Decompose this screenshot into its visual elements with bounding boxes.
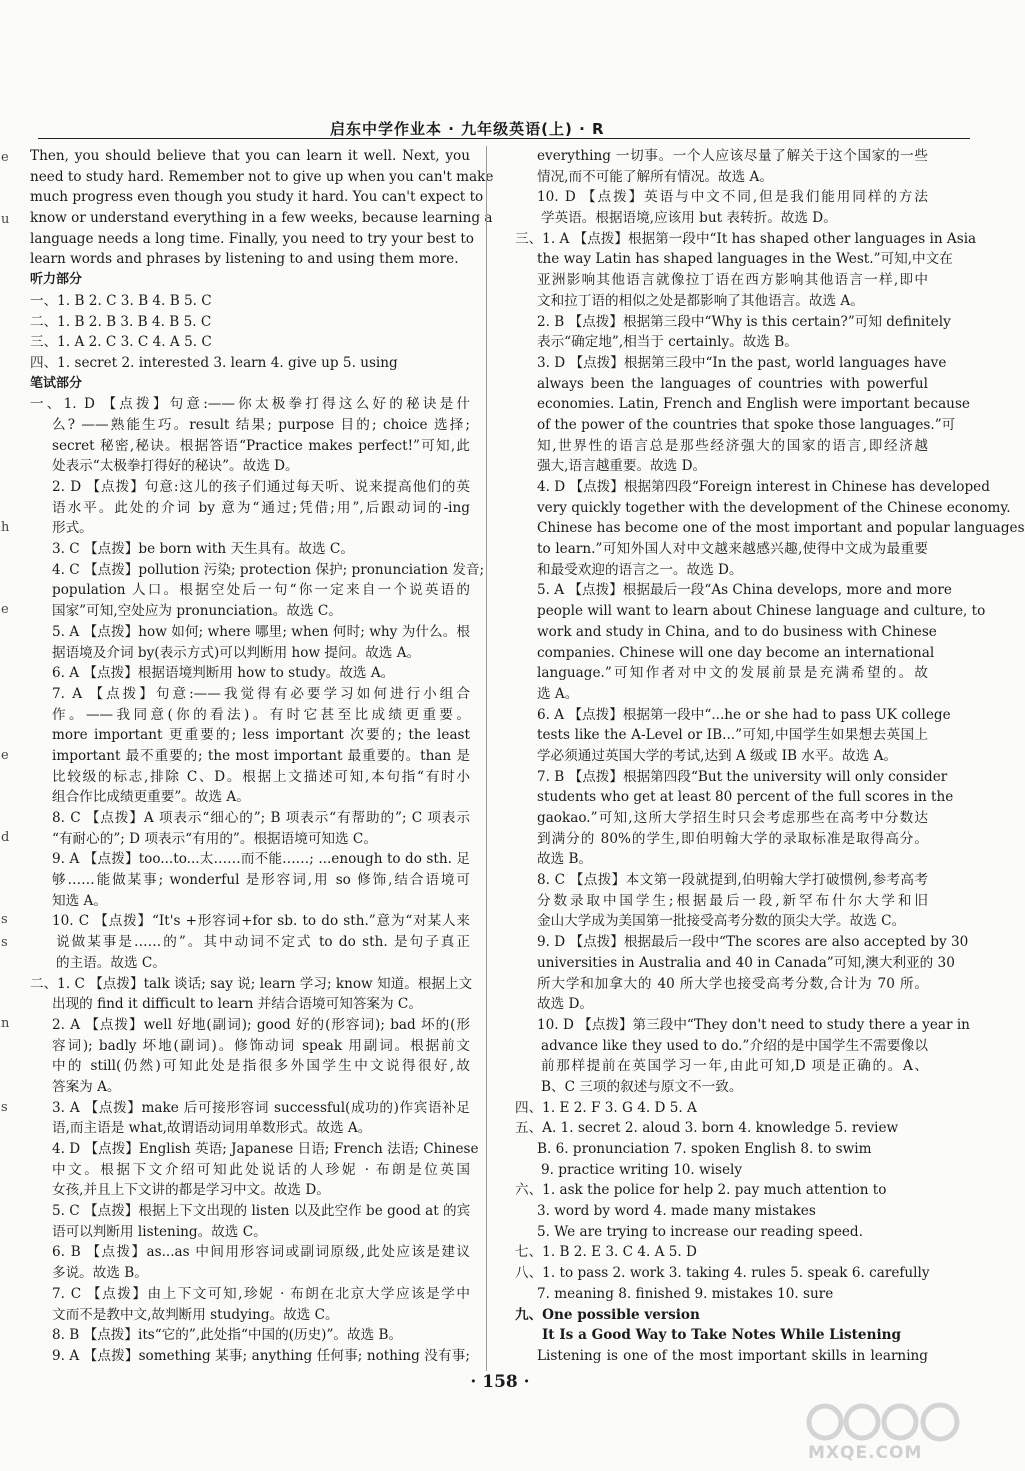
answer-line: 和最受欢迎的语言之一。故选 D。 xyxy=(537,561,743,578)
answer-line: economies. Latin, French and English were important because xyxy=(537,396,970,413)
answer-line: know or understand everything in a few weeks, because learning a xyxy=(30,210,493,227)
answer-line: 8. C 【点拨】本文第一段就提到,伯明翰大学打破惯例,参考高考 xyxy=(537,872,928,889)
edge-letter: s xyxy=(1,912,8,927)
answer-line: companies. Chinese will one day become an international xyxy=(537,644,935,661)
answer-line: 说做某事是……的”。其中动词不定式 to do sth. 是句子真正 xyxy=(56,934,470,951)
answer-line: 9. D 【点拨】根据最后一段中“The scores are also accepted by 30 xyxy=(537,934,969,951)
answer-line: universities in Australia and 40 in Canada”可知,澳大利亚的 30 xyxy=(537,954,955,971)
answer-line: 学英语。根据语境,应该用 but 表转折。故选 D。 xyxy=(541,210,837,227)
page-number: · 158 · xyxy=(470,1372,530,1392)
answer-line: very quickly together with the development of the Chinese economy. xyxy=(537,499,1011,516)
answer-line: work and study in China, and to do business with Chinese xyxy=(537,623,937,640)
answer-line: 处表示“太极拳打得好的秘诀”。故选 D。 xyxy=(52,458,299,475)
answer-line: 够……能做某事; wonderful 是形容词,用 so 修饰,结合语境可 xyxy=(52,872,470,889)
watermark-text: MXQE.COM xyxy=(808,1443,923,1463)
answer-line: 四、1. E 2. F 3. G 4. D 5. A xyxy=(515,1099,697,1116)
answer-line: 亚洲影响其他语言就像拉丁语在西方影响其他语言一样,即中 xyxy=(537,272,928,289)
answer-line: 作。——我同意(你的看法)。有时它甚至比成绩更重要。 xyxy=(52,706,470,723)
answer-line: secret 秘密,秘诀。根据答语“Practice makes perfect!”可知,此 xyxy=(52,437,470,454)
answer-line: 比较级的标志,排除 C、D。根据上文描述可知,本句指“有时小 xyxy=(52,768,470,785)
answer-line: 故选 D。 xyxy=(537,996,594,1013)
answer-line: 的主语。故选 C。 xyxy=(56,954,166,971)
answer-line: need to study hard. Remember not to give up when you can't make xyxy=(30,168,494,185)
answer-line: always been the languages of countries with powerful xyxy=(537,375,928,392)
answer-line: 4. D 【点拨】根据第四段“Foreign interest in Chinese has developed xyxy=(537,479,990,495)
edge-letter: u xyxy=(1,212,10,227)
answer-line: 三、1. A 【点拨】根据第一段中“It has shaped other languages in Asia xyxy=(515,230,977,247)
answer-line: 学必须通过英国大学的考试,达到 A 级或 IB 水平。故选 A。 xyxy=(537,747,897,764)
answer-line: 选 A。 xyxy=(537,685,579,702)
answer-line: 7. B 【点拨】根据第四段“But the university will only consider xyxy=(537,768,948,785)
answer-line: Chinese has become one of the most important and popular languages xyxy=(537,520,1025,537)
answer-line: 强大,语言越重要。故选 D。 xyxy=(537,458,707,475)
answer-line: 女孩,并且上下文讲的都是学习中文。故选 D。 xyxy=(52,1182,330,1199)
column-divider xyxy=(486,146,487,1371)
running-header: 启东中学作业本 · 九年级英语(上) · R xyxy=(330,120,605,138)
answer-line: language.”可知作者对中文的发展前景是充满希望的。故 xyxy=(537,665,928,682)
answer-line: 么? ——熟能生巧。result 结果; purpose 目的; choice 选择; xyxy=(52,416,470,433)
answer-line: population 人口。根据空处后一句“你一定来自一个说英语的 xyxy=(52,582,470,599)
header-rule xyxy=(38,138,970,139)
answer-line: 二、1. C 【点拨】talk 谈话; say 说; learn 学习; know 知道。根据上文 xyxy=(30,975,473,992)
answer-line: 知,世界性的语言总是那些经济强大的国家的语言,即经济越 xyxy=(537,437,928,454)
edge-letter: e xyxy=(1,748,9,763)
answer-line: tests like the A-Level or IB...”可知,中国学生如果想去英国上 xyxy=(537,727,928,744)
edge-letter: s xyxy=(1,935,8,950)
answer-line: “有耐心的”; D 项表示“有用的”。根据语境可知选 C。 xyxy=(52,830,377,847)
answer-line: 四、1. secret 2. interested 3. learn 4. give up 5. using xyxy=(30,354,398,371)
answer-line: 10. D 【点拨】第三段中“They don't need to study there a year in xyxy=(537,1016,970,1033)
left-column xyxy=(30,146,494,1367)
answer-line: 2. D 【点拨】句意:这儿的孩子们通过每天听、说来提高他们的英 xyxy=(52,479,470,495)
answer-line: 5. A 【点拨】根据最后一段“As China develops, more and more xyxy=(537,582,952,599)
answer-line: 前那样提前在英国学习一年,由此可知,D 项是正确的。A、 xyxy=(541,1058,928,1075)
answer-line: 中的 still(仍然)可知此处是指很多外国学生中文说得很好,故 xyxy=(52,1058,470,1075)
answer-line: 所大学和加拿大的 40 所大学也接受高考分数,合计为 70 所。 xyxy=(537,975,928,992)
answer-line: much progress even though you study it hard. You can't expect to xyxy=(30,189,484,206)
edge-letter: s xyxy=(1,1100,8,1115)
answer-line: Listening is one of the most important skills in learning xyxy=(537,1347,928,1364)
edge-letter: e xyxy=(1,602,9,617)
answer-line: 语水平。此处的介词 by 意为“通过;凭借;用”,后跟动词的-ing xyxy=(52,499,470,516)
answer-line: 答案为 A。 xyxy=(52,1078,121,1095)
answer-line: 金山大学成为美国第一批接受高考分数的顶尖大学。故选 C。 xyxy=(537,913,906,930)
answer-line: 听力部分 xyxy=(30,272,83,288)
answer-line: gaokao.”可知,这所大学招生时只会考虑那些在高考中分数达 xyxy=(537,810,928,826)
answer-line: 一、1. D 【点拨】句意:——你太极拳打得这么好的秘诀是什 xyxy=(30,396,470,413)
answer-line: 分数录取中国学生;根据最后一段,新罕布什尔大学和旧 xyxy=(537,892,928,909)
answer-line: 组合作比成绩更重要”。故选 A。 xyxy=(52,789,250,806)
right-column xyxy=(515,146,1025,1367)
edge-letter: d xyxy=(1,830,10,845)
answer-line: 6. A 【点拨】根据语境判断用 how to study。故选 A。 xyxy=(52,665,395,682)
answer-line: important 最不重要的; the most important 最重要的。than 是 xyxy=(52,747,470,764)
answer-line: 语可以判断用 listening。故选 C。 xyxy=(52,1223,267,1240)
answer-line: It Is a Good Way to Take Notes While Listening xyxy=(541,1327,902,1344)
answer-line: more important 更重要的; less important 次要的; the least xyxy=(52,727,470,744)
answer-line: 8. B 【点拨】its“它的”,此处指“中国的(历史)”。故选 B。 xyxy=(52,1327,403,1344)
answer-line: 一、1. B 2. C 3. B 4. B 5. C xyxy=(30,292,212,309)
answer-line: 9. A 【点拨】too...to...太……而不能……; ...enough to do sth. 足 xyxy=(52,851,470,868)
answer-line: 7. meaning 8. finished 9. mistakes 10. sure xyxy=(537,1285,834,1302)
answer-line: 到满分的 80%的学生,即伯明翰大学的录取标准是取得高分。 xyxy=(537,830,928,847)
answer-line: 2. A 【点拨】well 好地(副词); good 好的(形容词); bad 坏的(形 xyxy=(52,1016,470,1033)
answer-line: 4. D 【点拨】English 英语; Japanese 日语; French 法语; Chinese xyxy=(52,1141,479,1157)
answer-line: 8. C 【点拨】A 项表示“细心的”; B 项表示“有帮助的”; C 项表示 xyxy=(52,810,470,826)
answer-line: 文而不是教中文,故判断用 studying。故选 C。 xyxy=(52,1306,339,1323)
answer-line: 5. C 【点拨】根据上下文出现的 listen 以及此空作 be good at 的宾 xyxy=(52,1203,471,1220)
answer-line: 3. word by word 4. made many mistakes xyxy=(537,1203,816,1220)
answer-line: of the power of the countries that spoke those languages.”可 xyxy=(537,416,956,433)
answer-line: 多说。故选 B。 xyxy=(52,1265,148,1282)
answer-line: 9. practice writing 10. wisely xyxy=(541,1161,743,1178)
answer-line: 3. D 【点拨】根据第三段中“In the past, world languages have xyxy=(537,354,947,371)
answer-line: 7. C 【点拨】由上下文可知,珍妮 · 布朗在北京大学应该是学中 xyxy=(52,1285,470,1302)
left-page-edge xyxy=(0,0,14,1471)
answer-line: 2. B 【点拨】根据第三段中“Why is this certain?”可知 definitely xyxy=(537,313,951,330)
answer-line: 形式。 xyxy=(52,520,93,537)
answer-line: 语,而主语是 what,故谓语动词用单数形式。故选 A。 xyxy=(52,1120,372,1137)
answer-line: B. 6. pronunciation 7. spoken English 8. to swim xyxy=(537,1141,872,1157)
answer-line: the way Latin has shaped languages in the West.”可知,中文在 xyxy=(537,251,953,268)
answer-line: learn words and phrases by listening to and using them more. xyxy=(30,251,459,268)
answer-line: 国家”可知,空处应为 pronunciation。故选 C。 xyxy=(52,603,342,620)
edge-letter: e xyxy=(1,150,9,165)
edge-letter: n xyxy=(1,1016,10,1031)
answer-line: language needs a long time. Finally, you need to try your best to xyxy=(30,230,474,247)
answer-line: 5. A 【点拨】how 如何; where 哪里; when 何时; why 为什么。根 xyxy=(52,623,470,640)
answer-line: 知选 A。 xyxy=(52,892,107,909)
answer-line: 3. A 【点拨】make 后可接形容词 successful(成功的)作宾语补足 xyxy=(52,1099,470,1116)
answer-line: 二、1. B 2. B 3. B 4. B 5. C xyxy=(30,313,212,330)
answer-line: 9. A 【点拨】something 某事; anything 任何事; nothing 没有事; xyxy=(52,1347,470,1364)
answer-line: 6. A 【点拨】根据第一段中“...he or she had to pass UK college xyxy=(537,706,951,723)
answer-line: 4. C 【点拨】pollution 污染; protection 保护; pronunciation 发音; xyxy=(52,561,485,578)
answer-line: 6. B 【点拨】as...as 中间用形容词或副词原级,此处应该是建议 xyxy=(52,1244,470,1261)
answer-line: 九、One possible version xyxy=(515,1306,700,1323)
answer-line: 三、1. A 2. C 3. C 4. A 5. C xyxy=(30,334,212,351)
answer-line: everything 一切事。一个人应该尽量了解关于这个国家的一些 xyxy=(537,148,928,164)
answer-line: 3. C 【点拨】be born with 天生具有。故选 C。 xyxy=(52,541,354,558)
answer-line: 六、1. ask the police for help 2. pay much attention to xyxy=(515,1182,887,1199)
answer-line: 文和拉丁语的相似之处是都影响了其他语言。故选 A。 xyxy=(537,292,864,309)
answer-line: B、C 三项的叙述与原文不一致。 xyxy=(541,1078,743,1095)
answer-line: 中文。根据下文介绍可知此处说话的人珍妮 · 布朗是位英国 xyxy=(52,1161,470,1178)
answer-line: Then, you should believe that you can learn it well. Next, you xyxy=(30,148,470,164)
answer-line: 表示“确定地”,相当于 certainly。故选 B。 xyxy=(537,334,798,351)
answer-line: 出现的 find it difficult to learn 并结合语境可知答案为 C。 xyxy=(52,996,422,1013)
answer-line: 7. A 【点拨】句意:——我觉得有必要学习如何进行小组合 xyxy=(52,685,470,702)
answer-line: advance like they used to do.”介绍的是中国学生不需要像以 xyxy=(541,1037,928,1054)
answer-line: 五、A. 1. secret 2. aloud 3. born 4. knowledge 5. review xyxy=(515,1120,899,1137)
answer-line: 七、1. B 2. E 3. C 4. A 5. D xyxy=(515,1244,697,1261)
answer-line: 八、1. to pass 2. work 3. taking 4. rules 5. speak 6. carefully xyxy=(515,1265,930,1282)
answer-line: people will want to learn about Chinese language and culture, to xyxy=(537,603,986,620)
answer-line: 10. C 【点拨】“It's +形容词+for sb. to do sth.”意为“对某人来 xyxy=(52,913,470,930)
answer-line: 容词); badly 坏地(副词)。修饰动词 speak 用副词。根据前文 xyxy=(52,1037,470,1054)
edge-letter: h xyxy=(1,520,10,535)
answer-line: 情况,而不可能了解所有情况。故选 A。 xyxy=(537,168,773,185)
answer-line: 10. D 【点拨】英语与中文不同,但是我们能用同样的方法 xyxy=(537,189,928,206)
answer-line: 据语境及介词 by(表示方式)可以判断用 how 提问。故选 A。 xyxy=(52,644,421,661)
answer-line: 笔试部分 xyxy=(30,375,83,391)
answer-line: 故选 B。 xyxy=(537,851,593,868)
answer-line: students who get at least 80 percent of the full scores in the xyxy=(537,789,954,806)
answer-line: to learn.”可知外国人对中文越来越感兴趣,使得中文成为最重要 xyxy=(537,541,928,558)
answer-line: 5. We are trying to increase our reading speed. xyxy=(537,1223,863,1240)
